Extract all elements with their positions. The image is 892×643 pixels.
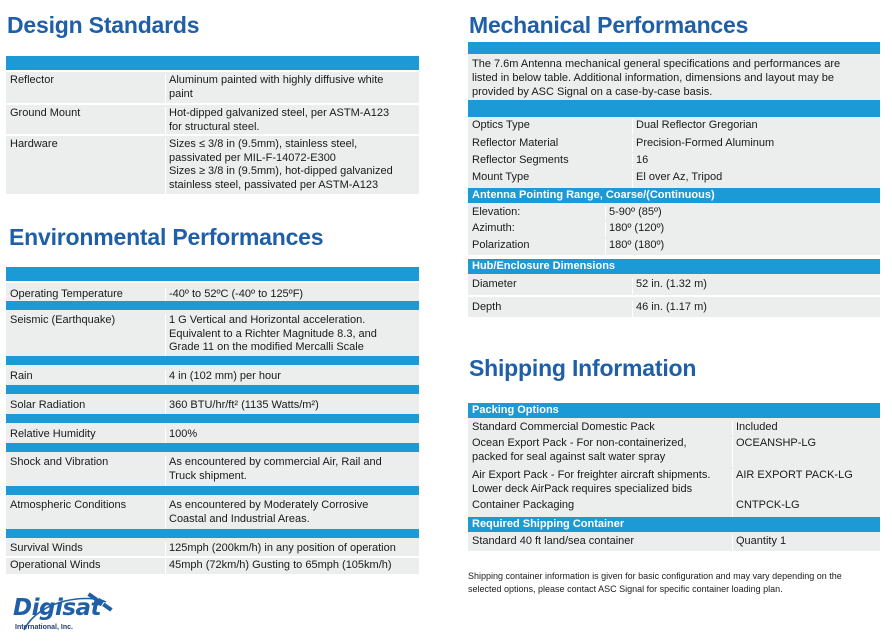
row-value: 52 in. (1.32 m) <box>636 278 707 290</box>
row-value: OCEANSHP-LG <box>736 437 817 449</box>
logo-wordmark: Digisat <box>13 595 102 621</box>
row-value: Included <box>736 421 778 433</box>
mechanical-title: Mechanical Performances <box>469 12 749 38</box>
table-row <box>6 423 419 443</box>
table-row <box>468 297 880 317</box>
table-row <box>468 117 880 135</box>
table-row <box>468 220 880 237</box>
row-label: Reflector Segments <box>468 154 633 169</box>
table-row <box>6 495 419 529</box>
table-row <box>468 435 880 467</box>
table-row <box>6 394 419 414</box>
mechanical-intro: The 7.6m Antenna mechanical general specifications and performances are listed in below table. Additional information, dimensions and layout may be provided by ASC Signal on a case-by-case basis. <box>472 58 841 98</box>
row-value: 45mph (72km/h) Gusting to 65mph (105km/h) <box>169 559 392 571</box>
table-row <box>6 136 419 194</box>
table-row <box>468 203 880 220</box>
row-label: Polarization <box>468 239 606 255</box>
shipping-note: Shipping container information is given for basic configuration and may vary depending on the selected options, please contact ASC Signal for specific container loading plan. <box>468 571 842 594</box>
row-label: Solar Radiation <box>6 399 166 414</box>
hub-dimensions-header: Hub/Enclosure Dimensions <box>468 259 880 274</box>
row-label: Standard Commercial Domestic Pack <box>468 421 733 435</box>
table-row <box>468 274 880 295</box>
row-value: AIR EXPORT PACK-LG <box>736 469 853 481</box>
table-row <box>468 169 880 188</box>
row-value: 180º (180º) <box>609 239 665 251</box>
row-value: 180º (120º) <box>609 222 665 234</box>
row-label: Container Packaging <box>468 499 733 517</box>
row-value: As encountered by commercial Air, Rail and Truck shipment. <box>169 456 382 482</box>
row-value: El over Az, Tripod <box>636 171 723 183</box>
table-row <box>6 72 419 103</box>
row-label: Rain <box>6 370 166 385</box>
table-row <box>468 418 880 435</box>
row-label: Azimuth: <box>468 222 606 237</box>
row-label: Atmospheric Conditions <box>6 499 166 529</box>
row-label: Optics Type <box>468 119 633 135</box>
row-label: Ocean Export Pack - For non-containerized, packed for seal against salt water spray <box>468 437 733 467</box>
digisat-logo <box>10 592 120 638</box>
environmental-title: Environmental Performances <box>9 224 324 250</box>
row-value: 1 G Vertical and Horizontal acceleration. Equivalent to a Richter Magnitude 8.3, and Grade 11 on the modified Mercalli Scale <box>169 314 377 353</box>
row-label: Operating Temperature <box>6 288 166 301</box>
shipping-table <box>468 403 880 551</box>
logo-subtitle: International, Inc. <box>15 624 73 631</box>
mechanical-header-bar <box>468 42 880 54</box>
row-value: 5-90º (85º) <box>609 206 662 218</box>
table-row <box>6 538 419 556</box>
design-standards-title: Design Standards <box>7 12 200 38</box>
row-label: Elevation: <box>468 206 606 220</box>
row-value: CNTPCK-LG <box>736 499 800 511</box>
table-row <box>6 283 419 301</box>
table-row <box>468 135 880 152</box>
row-value: Hot-dipped galvanized steel, per ASTM-A123 for structural steel. <box>169 107 390 133</box>
environmental-table <box>6 281 419 574</box>
environmental-header-bar <box>6 267 419 281</box>
table-row <box>6 365 419 385</box>
table-row <box>468 152 880 169</box>
row-label: Mount Type <box>468 171 633 188</box>
row-value: Precision-Formed Aluminum <box>636 137 775 149</box>
row-label: Survival Winds <box>6 542 166 556</box>
shipping-title: Shipping Information <box>469 355 697 381</box>
row-value: Dual Reflector Gregorian <box>636 119 758 131</box>
row-value: Sizes ≤ 3/8 in (9.5mm), stainless steel, passivated per MIL-F-14072-E300 Sizes ≥ 3/8 in (9.5mm), hot-dipped galvanized stainless steel, passivated per ASTM-A123 <box>169 138 393 191</box>
table-row <box>468 532 880 551</box>
row-label: Ground Mount <box>6 107 166 134</box>
table-row <box>6 452 419 486</box>
row-value: -40º to 52ºC (-40º to 125ºF) <box>169 288 304 300</box>
design-table <box>6 70 419 194</box>
row-label: Depth <box>468 301 633 317</box>
row-value: 125mph (200km/h) in any position of operation <box>169 542 396 554</box>
row-value: 100% <box>169 428 198 440</box>
table-row <box>468 498 880 517</box>
mechanical-table <box>468 54 880 317</box>
row-value: Quantity 1 <box>736 535 787 547</box>
row-value: Aluminum painted with highly diffusive white paint <box>169 74 384 100</box>
row-label: Hardware <box>6 138 166 194</box>
row-label: Relative Humidity <box>6 428 166 443</box>
row-label: Reflector <box>6 74 166 103</box>
table-row <box>468 467 880 498</box>
required-container-header: Required Shipping Container <box>468 517 880 532</box>
pointing-range-header: Antenna Pointing Range, Coarse/(Continuous) <box>468 188 880 203</box>
row-value: 4 in (102 mm) per hour <box>169 370 281 382</box>
row-value: As encountered by Moderately Corrosive Coastal and Industrial Areas. <box>169 499 369 525</box>
row-value: 360 BTU/hr/ft² (1135 Watts/m²) <box>169 399 319 411</box>
table-row <box>6 310 419 356</box>
table-row <box>6 105 419 134</box>
row-value: 46 in. (1.17 m) <box>636 301 707 313</box>
row-label: Shock and Vibration <box>6 456 166 486</box>
table-row <box>6 558 419 574</box>
row-label: Air Export Pack - For freighter aircraft shipments. Lower deck AirPack requires specialized bids <box>468 469 733 498</box>
design-header-bar <box>6 56 419 70</box>
row-value: 16 <box>636 154 649 166</box>
packing-options-header: Packing Options <box>468 403 880 418</box>
row-label: Standard 40 ft land/sea container <box>468 535 733 551</box>
row-label: Diameter <box>468 278 633 295</box>
table-row <box>468 237 880 255</box>
row-label: Reflector Material <box>468 137 633 152</box>
row-label: Seismic (Earthquake) <box>6 314 166 356</box>
row-label: Operational Winds <box>6 559 166 574</box>
